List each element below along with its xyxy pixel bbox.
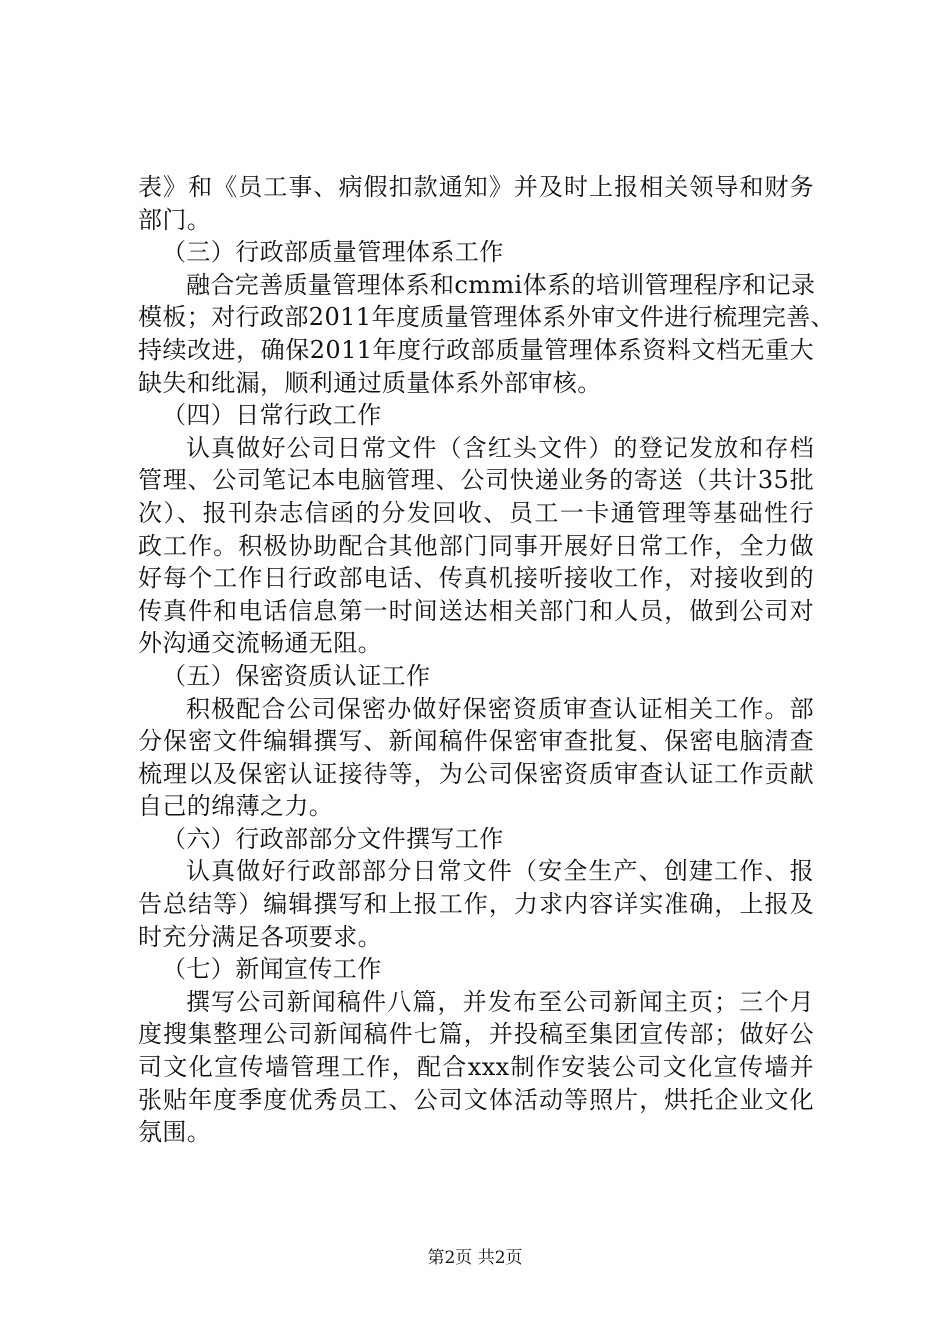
section-heading: （三）行政部质量管理体系工作 (162, 238, 504, 267)
section-heading: （七）新闻宣传工作 (162, 955, 382, 984)
body-line: 告总结等）编辑撰写和上报工作，力求内容详实准确，上报及 (138, 890, 814, 919)
section-heading: （五）保密资质认证工作 (162, 661, 431, 690)
body-line: 管理、公司笔记本电脑管理、公司快递业务的寄送（共计35批 (138, 466, 814, 495)
body-line: 好每个工作日行政部电话、传真机接听接收工作，对接收到的 (138, 564, 814, 593)
body-line: 分保密文件编辑撰写、新闻稿件保密审查批复、保密电脑清查 (138, 727, 814, 756)
body-line: 模板；对行政部2011年度质量管理体系外审文件进行梳理完善、 (138, 303, 836, 332)
body-line: 积极配合公司保密办做好保密资质审查认证相关工作。部 (186, 694, 814, 723)
document-body (138, 171, 836, 1149)
body-line: 认真做好公司日常文件（含红头文件）的登记发放和存档 (186, 433, 814, 462)
body-line: 政工作。积极协助配合其他部门同事开展好日常工作，全力做 (138, 531, 814, 560)
body-line: 度搜集整理公司新闻稿件七篇，并投稿至集团宣传部；做好公 (138, 1020, 814, 1049)
body-line: 部门。 (138, 205, 212, 234)
body-line: 外沟通交流畅通无阻。 (138, 629, 382, 658)
body-line: 时充分满足各项要求。 (138, 922, 382, 951)
body-line: 次）、报刊杂志信函的分发回收、员工一卡通管理等基础性行 (138, 498, 814, 527)
section-heading: （四）日常行政工作 (162, 401, 382, 430)
body-line: 张贴年度季度优秀员工、公司文体活动等照片，烘托企业文化 (138, 1085, 814, 1114)
body-line: 表》和《员工事、病假扣款通知》并及时上报相关领导和财务 (138, 173, 814, 201)
page-number-footer: 第2页 共2页 (427, 1248, 523, 1268)
body-line: 认真做好行政部部分日常文件（安全生产、创建工作、报 (186, 857, 814, 886)
body-line: 撰写公司新闻稿件八篇，并发布至公司新闻主页；三个月 (186, 987, 814, 1016)
body-line: 司文化宣传墙管理工作，配合xxx制作安装公司文化宣传墙并 (138, 1053, 814, 1082)
body-line: 梳理以及保密认证接待等，为公司保密资质审查认证工作贡献 (138, 759, 814, 788)
body-line: 传真件和电话信息第一时间送达相关部门和人员，做到公司对 (138, 596, 814, 625)
body-line: 融合完善质量管理体系和cmmi体系的培训管理程序和记录 (186, 270, 816, 299)
body-line: 缺失和纰漏，顺利通过质量体系外部审核。 (138, 368, 602, 397)
section-heading: （六）行政部部分文件撰写工作 (162, 824, 504, 853)
body-line: 自己的绵薄之力。 (138, 792, 334, 821)
body-line: 持续改进，确保2011年度行政部质量管理体系资料文档无重大 (138, 335, 814, 364)
body-line: 氛围。 (138, 1118, 212, 1147)
